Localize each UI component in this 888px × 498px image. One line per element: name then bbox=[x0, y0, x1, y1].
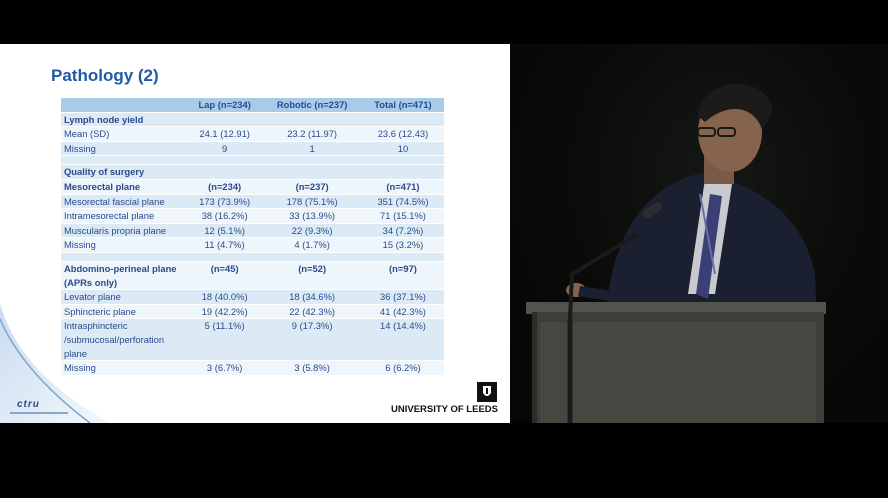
table-row bbox=[61, 112, 444, 127]
table-row bbox=[61, 141, 444, 156]
table-cell: 18 (40.0%) bbox=[187, 290, 262, 305]
table-cell bbox=[262, 112, 362, 127]
row-label bbox=[61, 156, 187, 165]
table-cell: (n=237) bbox=[262, 179, 362, 194]
ctru-logo-underline bbox=[10, 412, 68, 414]
table-cell: 22 (9.3%) bbox=[262, 223, 362, 238]
table-cell: 34 (7.2%) bbox=[362, 223, 444, 238]
table-row bbox=[61, 290, 444, 305]
table-cell bbox=[262, 165, 362, 180]
row-label: Levator plane bbox=[61, 290, 187, 305]
ctru-logo: ctru bbox=[17, 399, 40, 410]
table-cell: 10 bbox=[362, 141, 444, 156]
table-row bbox=[61, 194, 444, 209]
table-cell: 14 (14.4%) bbox=[362, 319, 444, 361]
table-cell: 24.1 (12.91) bbox=[187, 127, 262, 142]
microphone-icon bbox=[635, 196, 665, 226]
table-cell bbox=[187, 156, 262, 165]
row-label: Lymph node yield bbox=[61, 112, 187, 127]
table-cell bbox=[362, 252, 444, 261]
table-cell: (n=97) bbox=[362, 261, 444, 289]
speaker-photo bbox=[510, 44, 888, 423]
table-cell: 19 (42.2%) bbox=[187, 304, 262, 319]
table-cell: 23.2 (11.97) bbox=[262, 127, 362, 142]
table-cell bbox=[362, 156, 444, 165]
table-cell bbox=[187, 252, 262, 261]
table-cell: (n=234) bbox=[187, 179, 262, 194]
table-cell: 41 (42.3%) bbox=[362, 304, 444, 319]
table-row bbox=[61, 156, 444, 165]
row-label: Missing bbox=[61, 141, 187, 156]
table-row bbox=[61, 319, 444, 361]
table-row bbox=[61, 261, 444, 289]
table-cell: Robotic (n=237) bbox=[262, 98, 362, 112]
table-cell: 9 bbox=[187, 141, 262, 156]
table-cell bbox=[262, 156, 362, 165]
table-cell: Lap (n=234) bbox=[187, 98, 262, 112]
row-label bbox=[61, 98, 187, 112]
table-cell: 22 (42.3%) bbox=[262, 304, 362, 319]
table-cell: 3 (5.8%) bbox=[262, 361, 362, 376]
table-cell bbox=[187, 112, 262, 127]
table-row bbox=[61, 223, 444, 238]
row-label: Mesorectal fascial plane bbox=[61, 194, 187, 209]
table-cell bbox=[362, 165, 444, 180]
table-cell: 11 (4.7%) bbox=[187, 238, 262, 253]
table-cell: 18 (34.6%) bbox=[262, 290, 362, 305]
table-cell: 23.6 (12.43) bbox=[362, 127, 444, 142]
table-cell: 5 (11.1%) bbox=[187, 319, 262, 361]
table-row bbox=[61, 252, 444, 261]
stage-scene bbox=[510, 44, 888, 423]
table-cell: 351 (74.5%) bbox=[362, 194, 444, 209]
table-row bbox=[61, 209, 444, 224]
table-row bbox=[61, 361, 444, 376]
table-cell: 6 (6.2%) bbox=[362, 361, 444, 376]
pathology-table bbox=[61, 98, 444, 376]
table-cell: (n=45) bbox=[187, 261, 262, 289]
row-label: Missing bbox=[61, 361, 187, 376]
presentation-slide bbox=[0, 44, 510, 423]
row-label: Mean (SD) bbox=[61, 127, 187, 142]
row-label: Missing bbox=[61, 238, 187, 253]
letterbox-top bbox=[0, 0, 888, 44]
table-cell: 178 (75.1%) bbox=[262, 194, 362, 209]
table-cell bbox=[362, 112, 444, 127]
row-label: Muscularis propria plane bbox=[61, 223, 187, 238]
table-cell: 38 (16.2%) bbox=[187, 209, 262, 224]
table-row bbox=[61, 179, 444, 194]
table-cell: 4 (1.7%) bbox=[262, 238, 362, 253]
university-name: UNIVERSITY OF LEEDS bbox=[391, 404, 498, 415]
table-row bbox=[61, 238, 444, 253]
table-cell: 173 (73.9%) bbox=[187, 194, 262, 209]
table-row bbox=[61, 304, 444, 319]
row-label bbox=[61, 252, 187, 261]
table-cell: Total (n=471) bbox=[362, 98, 444, 112]
table-cell: 36 (37.1%) bbox=[362, 290, 444, 305]
row-label: Abdomino-perineal plane (APRs only) bbox=[61, 261, 187, 289]
row-label: Quality of surgery bbox=[61, 165, 187, 180]
table-cell: 71 (15.1%) bbox=[362, 209, 444, 224]
table-cell: 12 (5.1%) bbox=[187, 223, 262, 238]
table-row bbox=[61, 165, 444, 180]
table-cell: (n=52) bbox=[262, 261, 362, 289]
table-cell: 9 (17.3%) bbox=[262, 319, 362, 361]
letterbox-bottom bbox=[0, 423, 888, 498]
row-label: Sphincteric plane bbox=[61, 304, 187, 319]
table-cell: 3 (6.7%) bbox=[187, 361, 262, 376]
row-label: Mesorectal plane bbox=[61, 179, 187, 194]
row-label: Intramesorectal plane bbox=[61, 209, 187, 224]
table-cell: 33 (13.9%) bbox=[262, 209, 362, 224]
table-cell: 15 (3.2%) bbox=[362, 238, 444, 253]
table-cell: 1 bbox=[262, 141, 362, 156]
slide-title: Pathology (2) bbox=[51, 66, 159, 85]
table-cell bbox=[187, 165, 262, 180]
table-row bbox=[61, 98, 444, 112]
table-cell: (n=471) bbox=[362, 179, 444, 194]
university-crest-icon bbox=[477, 382, 497, 402]
table-cell bbox=[262, 252, 362, 261]
row-label: Intrasphincteric /submucosal/perforation plane bbox=[61, 319, 187, 361]
table-row bbox=[61, 127, 444, 142]
